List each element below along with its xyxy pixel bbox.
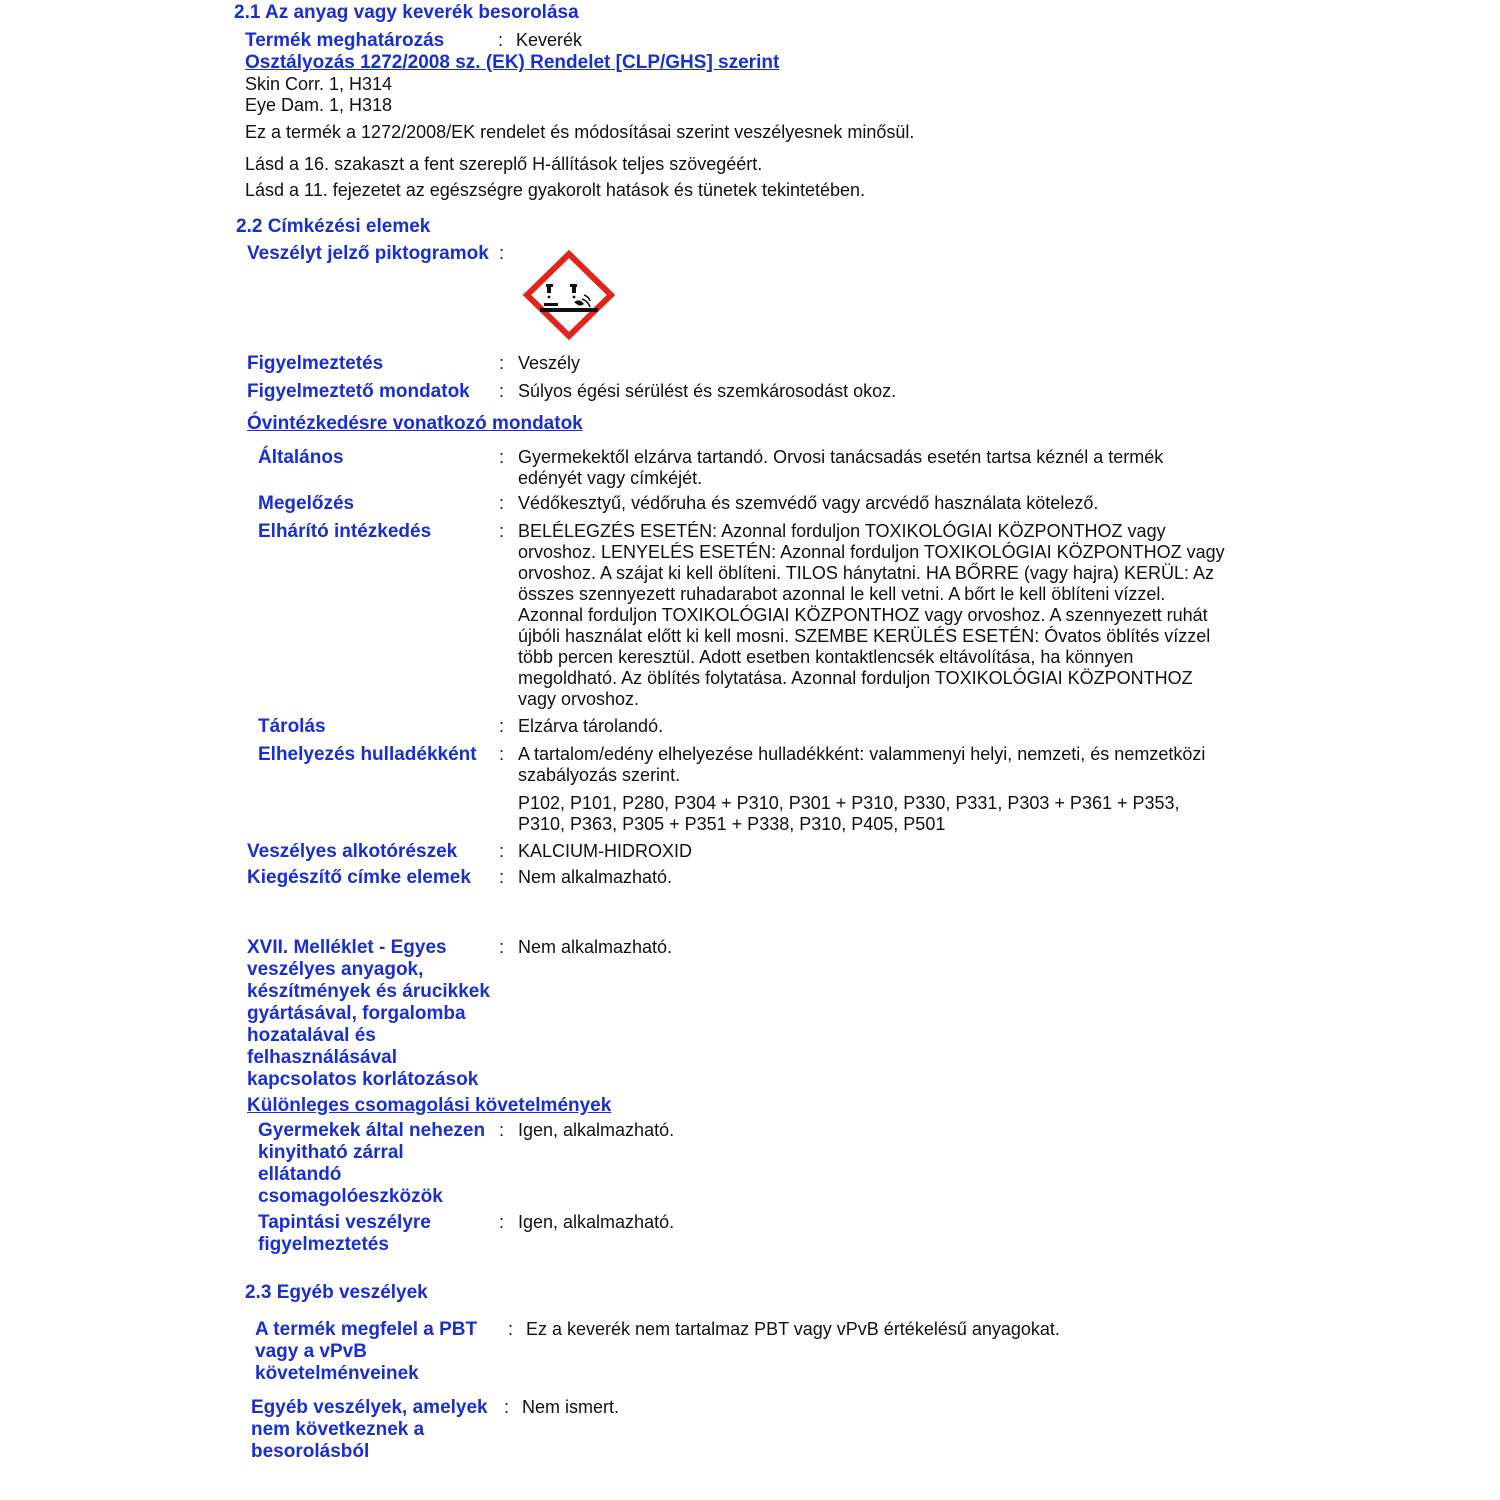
- supplemental-label-elements-value: Nem alkalmazható.: [518, 867, 673, 887]
- colon: :: [499, 353, 505, 373]
- hazardous-components-label: Veszélyes alkotórészek: [247, 841, 458, 862]
- colon: :: [499, 716, 505, 736]
- product-definition-value: Keverék: [516, 30, 583, 50]
- signal-word-label: Figyelmeztetés: [247, 353, 384, 374]
- colon: :: [498, 30, 504, 50]
- section-2-2-heading: 2.2 Címkézési elemek: [236, 216, 431, 237]
- colon: :: [499, 841, 505, 861]
- annex-xvii-value: Nem alkalmazható.: [518, 937, 673, 957]
- precautionary-statements-link[interactable]: Óvintézkedésre vonatkozó mondatok: [247, 413, 583, 434]
- colon: :: [499, 1212, 505, 1232]
- general-value: Gyermekektől elzárva tartandó. Orvosi tanácsadás esetén tartsa kéznél a termék edényét vagy címkéjét.: [518, 447, 1164, 488]
- colon: :: [499, 493, 505, 513]
- supplemental-label-elements-label: Kiegészítő címke elemek: [247, 867, 471, 888]
- hazard-statements-value: Súlyos égési sérülést és szemkárosodást okoz.: [518, 381, 897, 401]
- colon: :: [499, 867, 505, 887]
- pbt-vpvb-label: A termék megfelel a PBT vagy a vPvB követelménveinek: [255, 1319, 478, 1384]
- child-resistant-label: Gyermekek által nehezen kinyitható zárral ellátandó csomagolóeszközök: [258, 1120, 486, 1207]
- colon: :: [499, 521, 505, 541]
- annex-xvii-label: XVII. Melléklet - Egyes veszélyes anyagok, készítmények és árucikkek gyártásával, forgalomba hozatalával és felhasználásával kapcsolatos korlátozások: [247, 937, 490, 1090]
- prevention-value: Védőkesztyű, védőruha és szemvédő vagy arcvédő használata kötelező.: [518, 493, 1099, 513]
- general-label: Általános: [258, 447, 344, 468]
- disposal-value: A tartalom/edény elhelyezése hulladékként: valammenyi helyi, nemzeti, és nemzetközi szabályozás szerint.: [518, 744, 1206, 785]
- clp-classification-link[interactable]: Osztályozás 1272/2008 sz. (EK) Rendelet [CLP/GHS] szerint: [245, 52, 780, 73]
- section-2-3-heading: 2.3 Egyéb veszélyek: [245, 1282, 428, 1303]
- section-2-1-heading: 2.1 Az anyag vagy keverék besorolása: [234, 2, 579, 23]
- colon: :: [499, 381, 505, 401]
- classification-eye-dam: Eye Dam. 1, H318: [245, 95, 393, 115]
- tactile-warning-value: Igen, alkalmazható.: [518, 1212, 675, 1232]
- hazard-statement-paragraph: Ez a termék a 1272/2008/EK rendelet és módosításai szerint veszélyesnek minősül.: [245, 122, 915, 142]
- colon: :: [499, 447, 505, 467]
- response-label: Elhárító intézkedés: [258, 521, 432, 542]
- tactile-warning-label: Tapintási veszélyre figyelmeztetés: [258, 1212, 431, 1255]
- response-value: BELÉLEGZÉS ESETÉN: Azonnal forduljon TOXIKOLÓGIAI KÖZPONTHOZ vagy orvoshoz. LENYELÉS ESETÉN: Azonnal forduljon TOXIKOLÓGIAI KÖZPONTHOZ vagy orvoshoz. A szájat ki kell öblíteni. TILOS hánytatni. HA BŐRRE (vagy hajra) KERÜL: Az összes szennyezett ruhadarabot azonnal le kell vetni. A bőrt le kell öblíteni vízzel. Azonnal forduljon TOXIKOLÓGIAI KÖZPONTHOZ vagy orvoshoz. A szennyezett ruhát újbóli használat előtt ki kell mosni. SZEMBE KERÜLÉS ESETÉN: Óvatos öblítés vízzel több percen keresztül. Adott esetben kontaktlencsék eltávolítása, ha könnyen megoldható. Az öblítés folytatása. Azonnal forduljon TOXIKOLÓGIAI KÖZPONTHOZ vagy orvoshoz.: [518, 521, 1225, 709]
- child-resistant-value: Igen, alkalmazható.: [518, 1120, 675, 1140]
- colon: :: [499, 1120, 505, 1140]
- other-hazards-label: Egyéb veszélyek, amelyek nem következnek a besorolásból: [251, 1397, 488, 1462]
- pictogram-label: Veszélyt jelző piktogramok: [247, 243, 489, 264]
- p-codes: P102, P101, P280, P304 + P310, P301 + P310, P330, P331, P303 + P361 + P353, P310, P363, P305 + P351 + P338, P310, P405, P501: [518, 793, 1180, 834]
- special-packaging-link[interactable]: Különleges csomagolási követelmények: [247, 1095, 612, 1116]
- other-hazards-value: Nem ismert.: [522, 1397, 620, 1417]
- section-11-reference: Lásd a 11. fejezetet az egészségre gyakorolt hatások és tünetek tekintetében.: [245, 180, 866, 200]
- colon: :: [508, 1319, 514, 1339]
- hazardous-components-value: KALCIUM-HIDROXID: [518, 841, 693, 861]
- product-definition-label: Termék meghatározás: [245, 30, 445, 51]
- colon: :: [499, 937, 505, 957]
- storage-value: Elzárva tárolandó.: [518, 716, 664, 736]
- prevention-label: Megelőzés: [258, 493, 355, 514]
- hazard-statements-label: Figyelmeztető mondatok: [247, 381, 470, 402]
- disposal-label: Elhelyezés hulladékként: [258, 744, 477, 765]
- signal-word-value: Veszély: [518, 353, 581, 373]
- corrosion-ghs05-icon: [522, 250, 616, 340]
- colon: :: [499, 243, 505, 263]
- colon: :: [504, 1397, 510, 1417]
- classification-skin-corr: Skin Corr. 1, H314: [245, 74, 393, 94]
- storage-label: Tárolás: [258, 716, 326, 737]
- colon: :: [499, 744, 505, 764]
- pbt-vpvb-value: Ez a keverék nem tartalmaz PBT vagy vPvB értékelésű anyagokat.: [526, 1319, 1060, 1339]
- section-16-reference: Lásd a 16. szakaszt a fent szereplő H-állítások teljes szövegéért.: [245, 154, 763, 174]
